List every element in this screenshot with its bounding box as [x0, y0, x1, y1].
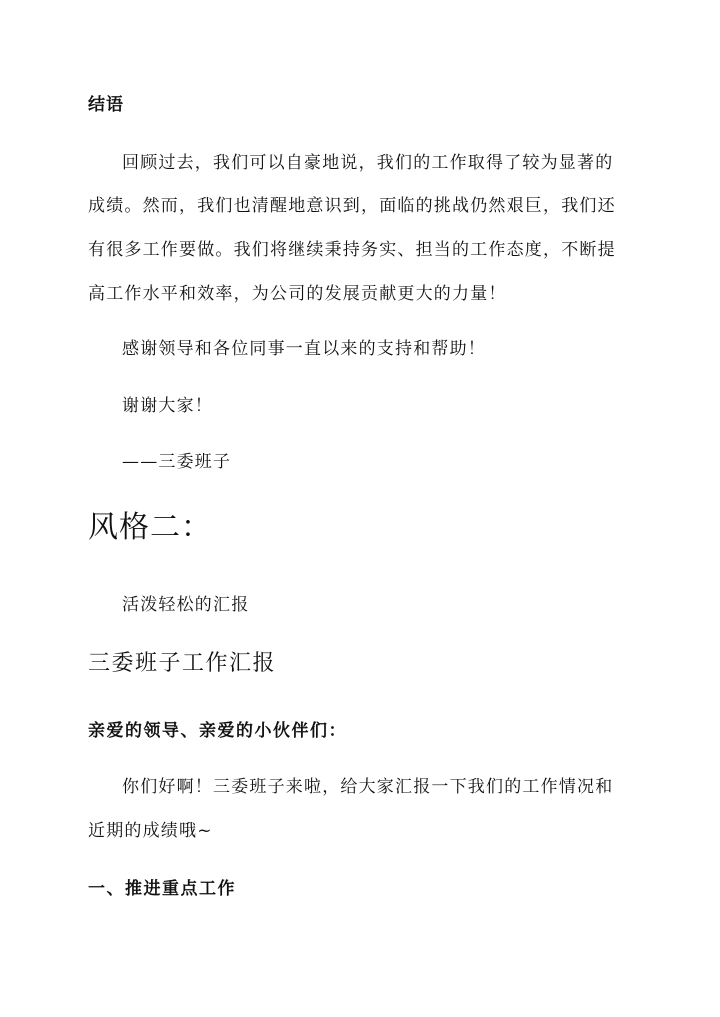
style-subtitle: 活泼轻松的汇报 — [122, 595, 250, 615]
conclusion-line-2: 成绩。然而，我们也清醒地意识到，面临的挑战仍然艰巨，我们还 — [88, 196, 616, 216]
thanks-line: 感谢领导和各位同事一直以来的支持和帮助！ — [122, 339, 486, 359]
section-one-heading: 一、推进重点工作 — [88, 879, 236, 899]
conclusion-line-3: 有很多工作要做。我们将继续秉持务实、担当的工作态度，不断提 — [88, 240, 616, 260]
style-heading: 风格二： — [88, 510, 212, 545]
conclusion-heading: 结语 — [88, 95, 124, 115]
intro-line-2: 近期的成绩哦~ — [88, 821, 213, 841]
signature-line: ——三委班子 — [122, 452, 232, 472]
intro-line-1: 你们好啊！三委班子来啦，给大家汇报一下我们的工作情况和 — [122, 777, 614, 797]
greeting-line: 亲爱的领导、亲爱的小伙伴们： — [88, 721, 347, 741]
report-title: 三委班子工作汇报 — [88, 651, 277, 676]
conclusion-line-4: 高工作水平和效率，为公司的发展贡献更大的力量！ — [88, 284, 507, 304]
thank-all-line: 谢谢大家！ — [122, 396, 213, 416]
conclusion-line-1: 回顾过去，我们可以自豪地说，我们的工作取得了较为显著的 — [122, 153, 614, 173]
